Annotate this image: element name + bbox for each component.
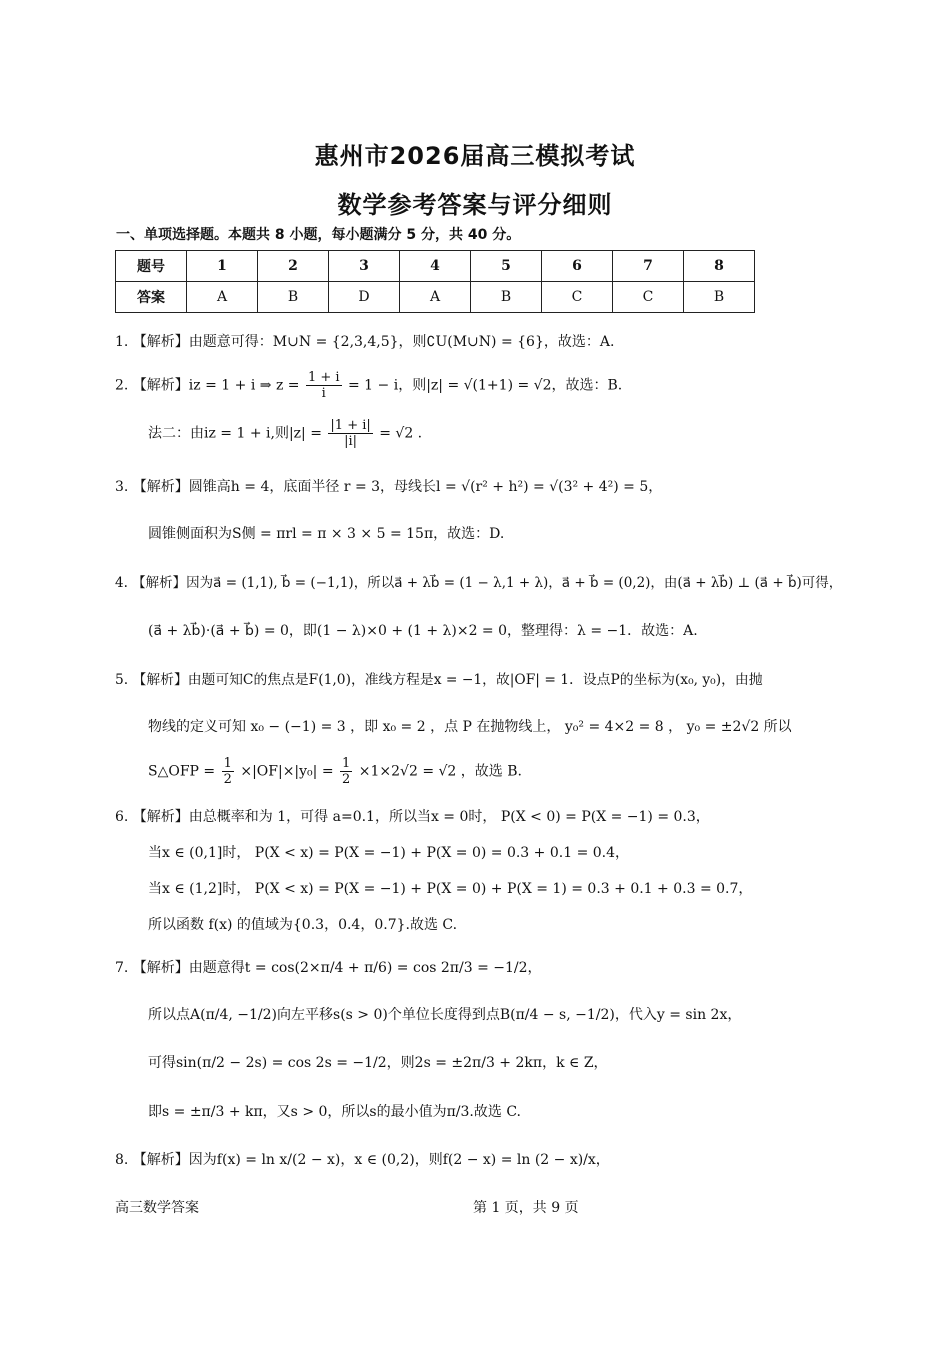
table-cell-number: 1 [187,251,258,282]
fraction-numerator: 1 + i [307,370,340,385]
table-cell-answer: A [400,282,471,313]
solution-1-line: 1. 【解析】由题意可得：M∪N = {2,3,4,5}，则∁U(M∪N) = {6}，故选：A. [115,334,615,350]
solution-5-area-pre: S△OFP = [148,763,216,780]
solution-2-alt-pre: 法二：由iz = 1 + i,则|z| = [148,425,322,442]
fraction-denominator: |i| [344,434,358,449]
table-cell-number: 4 [400,251,471,282]
fraction-numerator: 1 [342,756,351,771]
solution-8-line: 8. 【解析】因为f(x) = ln x/(2 − x)，x ∈ (0,2)，则f(2 − x) = ln (2 − x)/x， [115,1152,610,1168]
solution-2-alt-line [148,418,422,449]
fraction-numerator: |1 + i| [330,418,371,433]
page-number: 第 1 页，共 9 页 [473,1200,579,1216]
page-subtitle: 数学参考答案与评分细则 [337,191,613,219]
solution-3-line: 3. 【解析】圆锥高h = 4，底面半径 r = 3，母线长l = √(r² + h²) = √(3² + 4²) = 5， [115,479,663,495]
page-title: 惠州市2026届高三模拟考试 [314,142,636,170]
solution-6-line-4: 所以函数 f(x) 的值域为{0.3，0.4，0.7}.故选 C. [148,917,458,933]
answer-table-number-row [116,251,755,282]
solution-5-fraction-1 [222,756,234,787]
solution-3-line-2: 圆锥侧面积为S侧 = πrl = π × 3 × 5 = 15π，故选：D. [148,526,505,542]
table-cell-number: 7 [613,251,684,282]
solution-4-line: 4. 【解析】因为a⃗ = (1,1), b⃗ = (−1,1)，所以a⃗ + λb⃗ = (1 − λ,1 + λ)，a⃗ + b⃗ = (0,2)，由(a⃗ + λb⃗) ⊥ (a⃗ + b⃗)可得， [115,575,843,591]
solution-6-line-2: 当x ∈ (0,1]时， P(X < x) = P(X = −1) + P(X = 0) = 0.3 + 0.1 = 0.4， [148,845,630,861]
solution-5-line-2: 物线的定义可知 x₀ − (−1) = 3 ，即 x₀ = 2 ，点 P 在抛物线上， y₀² = 4×2 = 8 ， y₀ = ±2√2 所以 [148,719,792,735]
solution-7-line-3: 可得sin(π/2 − 2s) = cos 2s = −1/2，则2s = ±2π/3 + 2kπ，k ∈ Z， [148,1055,608,1071]
fraction-denominator: i [321,386,326,401]
solution-2-alt-post: = √2 . [379,425,423,442]
table-cell-answer: B [471,282,542,313]
table-cell-number: 3 [329,251,400,282]
answer-table [115,250,755,313]
solution-7-line-2: 所以点A(π/4, −1/2)向左平移s(s > 0)个单位长度得到点B(π/4 − s, −1/2)，代入y = sin 2x， [148,1007,742,1023]
solution-7-line-4: 即s = ±π/3 + kπ，又s > 0，所以s的最小值为π/3.故选 C. [148,1104,521,1120]
solution-2-text-post: = 1 − i，则|z| = √(1+1) = √2，故选：B. [348,377,623,394]
solution-5-area-post: ×1×2√2 = √2 ，故选 B. [358,763,522,780]
table-cell-answer: C [613,282,684,313]
fraction-denominator: 2 [342,772,351,787]
table-cell-answer: B [258,282,329,313]
solution-4-line-2: (a⃗ + λb⃗)·(a⃗ + b⃗) = 0，即(1 − λ)×0 + (1 + λ)×2 = 0，整理得：λ = −1．故选：A. [148,623,698,639]
solution-2-line [115,370,622,401]
table-header-answer: 答案 [116,282,187,313]
table-cell-number: 8 [684,251,755,282]
footer-left-label: 高三数学答案 [115,1200,199,1216]
solution-5-line: 5. 【解析】由题可知C的焦点是F(1,0)，准线方程是x = −1，故|OF| = 1．设点P的坐标为(x₀, y₀)，由抛 [115,672,763,688]
table-cell-number: 6 [542,251,613,282]
solution-5-fraction-2 [340,756,352,787]
table-header-question-number: 题号 [116,251,187,282]
table-cell-answer: D [329,282,400,313]
answer-table-answer-row [116,282,755,313]
solution-5-area-mid: ×|OF|×|y₀| = [240,763,334,780]
solution-6-line: 6. 【解析】由总概率和为 1，可得 a=0.1，所以当x = 0时， P(X < 0) = P(X = −1) = 0.3， [115,809,710,825]
table-cell-answer: C [542,282,613,313]
fraction-numerator: 1 [223,756,232,771]
fraction-denominator: 2 [223,772,232,787]
solution-2-text-pre: 2. 【解析】iz = 1 + i ⇒ z = [115,377,300,394]
solution-5-line-3 [148,756,522,787]
table-cell-number: 5 [471,251,542,282]
solution-7-line: 7. 【解析】由题意得t = cos(2×π/4 + π/6) = cos 2π/3 = −1/2， [115,960,542,976]
solution-2-alt-fraction [328,418,372,449]
section-heading: 一、单项选择题。本题共 8 小题，每小题满分 5 分，共 40 分。 [116,227,521,243]
solution-6-line-3: 当x ∈ (1,2]时， P(X < x) = P(X = −1) + P(X = 0) + P(X = 1) = 0.3 + 0.1 + 0.3 = 0.7， [148,881,753,897]
solution-2-fraction [306,370,342,401]
table-cell-answer: B [684,282,755,313]
table-cell-answer: A [187,282,258,313]
table-cell-number: 2 [258,251,329,282]
